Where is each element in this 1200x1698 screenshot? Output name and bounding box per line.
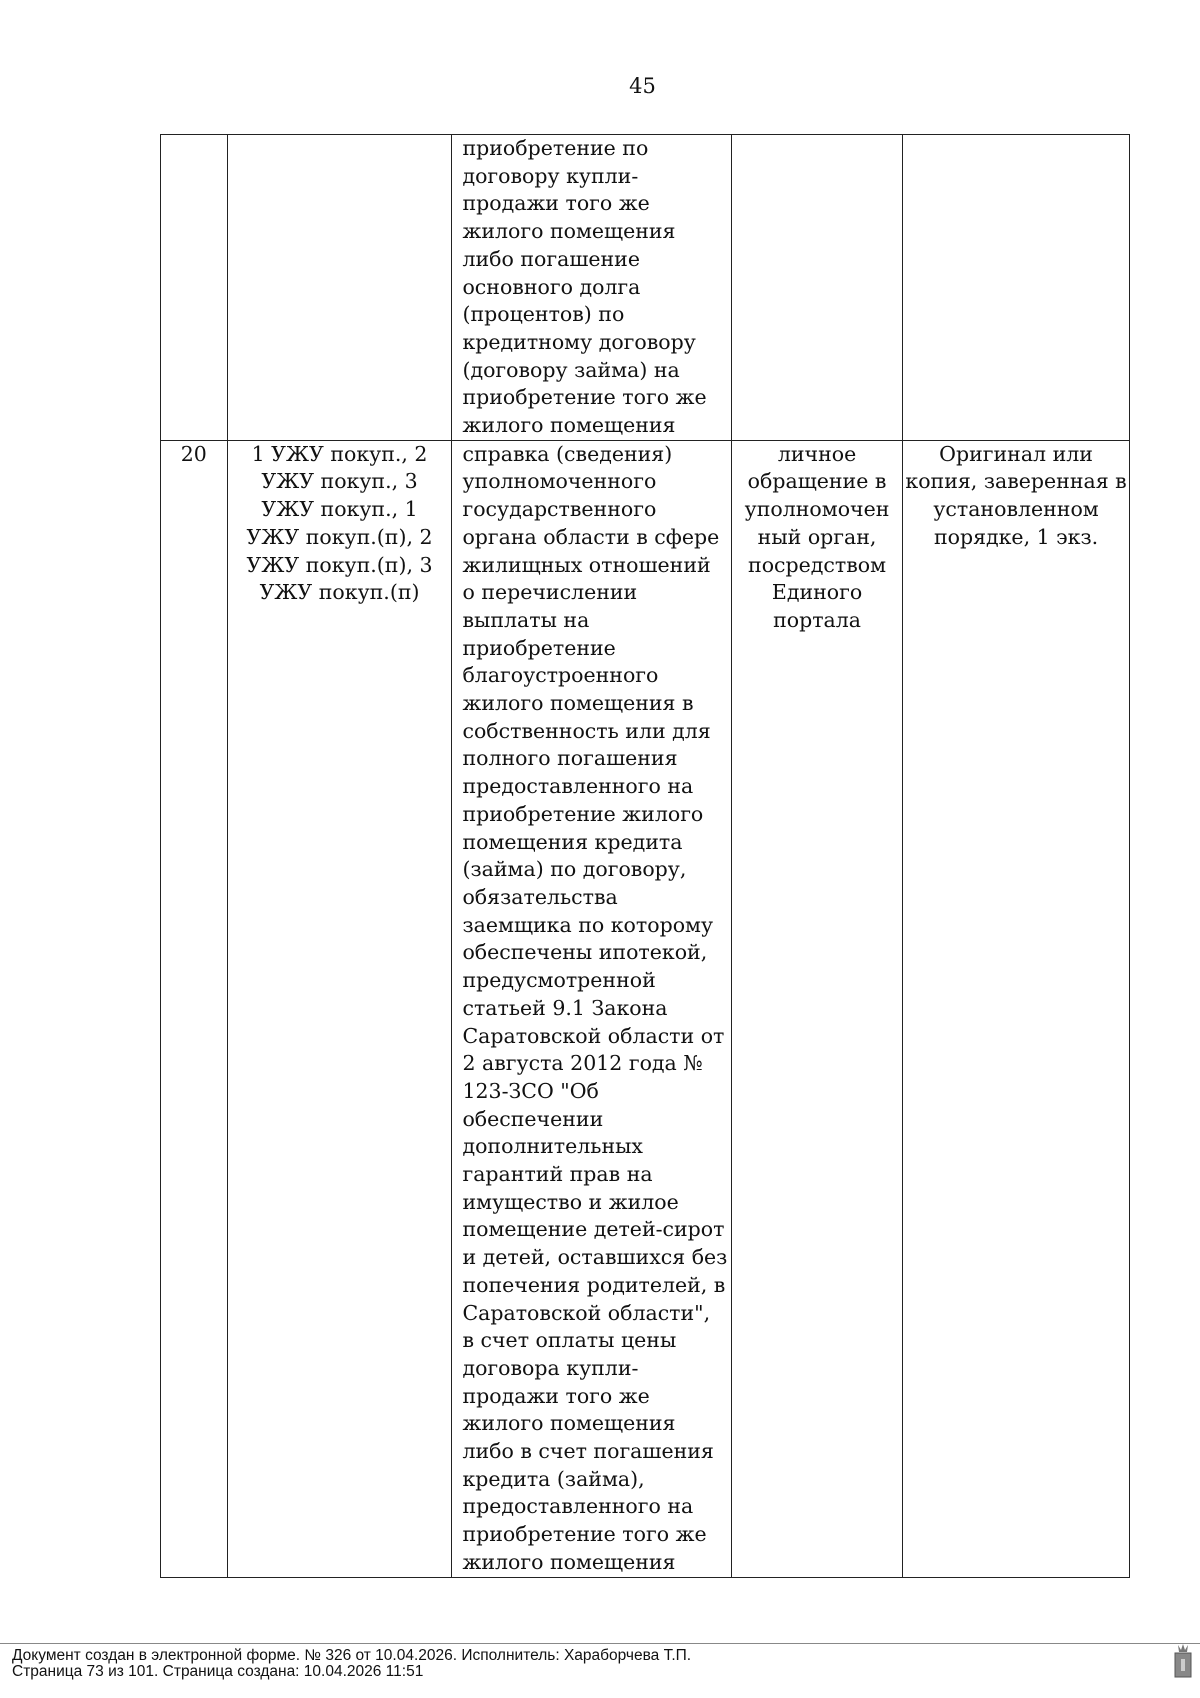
- footer-line-2: Страница 73 из 101. Страница создана: 10.04.2026 11:51: [12, 1663, 424, 1680]
- documents-table: [160, 134, 1130, 1578]
- form-cell: [903, 135, 1130, 441]
- document-footer: [12, 1648, 691, 1680]
- description-cell: приобретение по договору купли- продажи того же жилого помещения либо погашение основного долга (процентов) по кредитному договору (договору займа) на приобретение того же жилого помещения: [452, 135, 732, 441]
- row-number-cell: 20: [161, 440, 228, 1577]
- codes-cell: [227, 135, 452, 441]
- row-number-cell: [161, 135, 228, 441]
- description-cell: справка (сведения) уполномоченного государственного органа области в сфере жилищных отношений о перечислении выплаты на приобретение благоустроенного жилого помещения в собственность или для полного погашения предоставленного на приобретение жилого помещения кредита (займа) по договору, обязательства заемщика по которому обеспечены ипотекой, предусмотренной статьей 9.1 Закона Саратовской области от 2 августа 2012 года № 123-ЗСО "Об обеспечении дополнительных гарантий прав на имущество и жилое помещение детей-сирот и детей, оставшихся без попечения родителей, в Саратовской области", в счет оплаты цены договора купли- продажи того же жилого помещения либо в счет погашения кредита (займа), предоставленного на приобретение того же жилого помещения: [452, 440, 732, 1577]
- table-row: [161, 440, 1130, 1577]
- coat-of-arms-icon: [1172, 1641, 1194, 1681]
- footer-line-1: Документ создан в электронной форме. № 326 от 10.04.2026. Исполнитель: Хараборчева Т.П.: [12, 1647, 692, 1664]
- method-cell: личное обращение в уполномочен ный орган, посредством Единого портала: [732, 440, 903, 1577]
- footer-divider: [0, 1643, 1200, 1644]
- table-row: [161, 135, 1130, 441]
- form-cell: Оригинал или копия, заверенная в установленном порядке, 1 экз.: [903, 440, 1130, 1577]
- codes-cell: 1 УЖУ покуп., 2 УЖУ покуп., 3 УЖУ покуп., 1 УЖУ покуп.(п), 2 УЖУ покуп.(п), 3 УЖУ покуп.(п): [227, 440, 452, 1577]
- method-cell: [732, 135, 903, 441]
- page-number: 45: [629, 74, 656, 98]
